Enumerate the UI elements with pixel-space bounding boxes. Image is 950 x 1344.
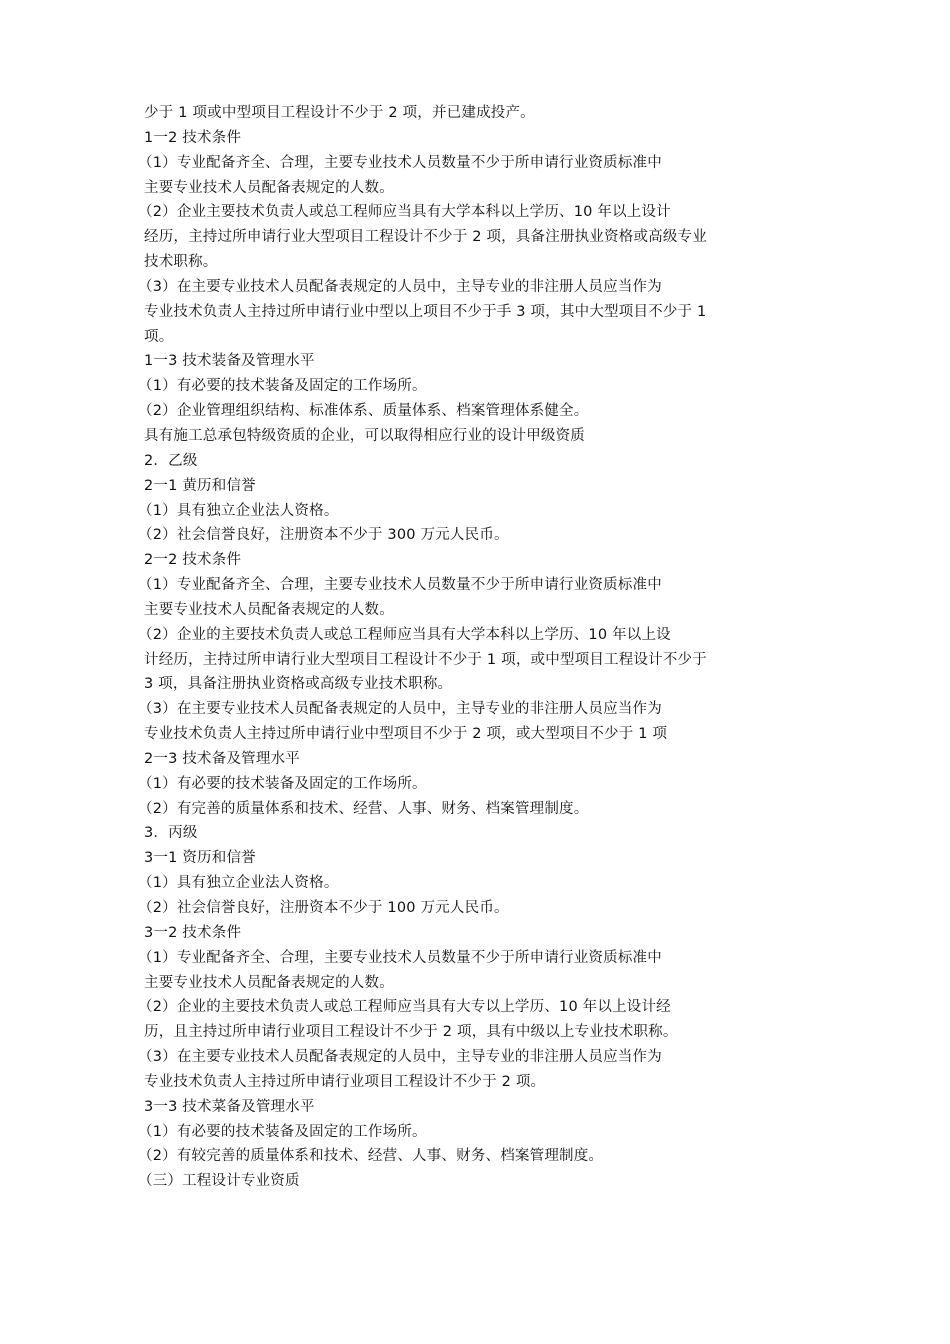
text-line: （3）在主要专业技术人员配备表规定的人员中，主导专业的非注册人员应当作为 xyxy=(138,701,662,718)
text-line: 主要专业技术人员配备表规定的人数。 xyxy=(144,179,394,196)
text-line: （2）社会信誉良好，注册资本不少于 100 万元人民币。 xyxy=(138,900,509,916)
section-heading: 3一2 技术条件 xyxy=(144,924,242,941)
text-line: 少于 1 项或中型项目工程设计不少于 2 项，并已建成投产。 xyxy=(144,105,535,121)
text-line: 专业技术负责人主持过所申请行业项目工程设计不少于 2 项。 xyxy=(144,1073,546,1090)
text-line: 主要专业技术人员配备表规定的人数。 xyxy=(144,974,394,991)
section-heading: 3一3 技术菜备及管理水平 xyxy=(144,1098,315,1115)
text-line: （1）具有独立企业法人资格。 xyxy=(138,875,339,892)
text-line: 专业技术负责人主持过所申请行业中型项目不少于 2 项，或大型项目不少于 1 项 xyxy=(144,726,668,743)
text-line: （1）有必要的技术装备及固定的工作场所。 xyxy=(138,775,427,792)
text-line: 技术职称。 xyxy=(144,254,218,271)
text-line: （2）社会信誉良好，注册资本不少于 300 万元人民币。 xyxy=(138,527,509,544)
section-heading: 2一1 黄历和信誉 xyxy=(144,477,256,494)
text-line: （1）有必要的技术装备及固定的工作场所。 xyxy=(138,1123,427,1140)
text-line: 项。 xyxy=(144,328,174,345)
section-heading: 3一1 资历和信誉 xyxy=(144,850,256,867)
text-line: 专业技术负责人主持过所申请行业中型以上项目不少于手 3 项，其中大型项目不少于 1 xyxy=(144,303,707,320)
text-line: 经历，主持过所申请行业大型项目工程设计不少于 2 项，具备注册执业资格或高级专业 xyxy=(144,229,707,246)
text-line: （2）企业管理组织结构、标准体系、质量体系、档案管理体系健全。 xyxy=(138,403,589,420)
text-line: 计经历，主持过所申请行业大型项目工程设计不少于 1 项，或中型项目工程设计不少于 xyxy=(144,651,707,668)
section-heading: 2一3 技术备及管理水平 xyxy=(144,750,300,767)
text-line: （2）企业的主要技术负责人或总工程师应当具有大专以上学历、10 年以上设计经 xyxy=(138,999,671,1016)
text-line: （2）有较完善的质量体系和技术、经营、人事、财务、档案管理制度。 xyxy=(138,1148,604,1165)
text-line: 历，且主持过所申请行业项目工程设计不少于 2 项，具有中级以上专业技术职称。 xyxy=(144,1024,678,1041)
section-heading: 1一2 技术条件 xyxy=(144,129,242,146)
text-line: （3）在主要专业技术人员配备表规定的人员中，主导专业的非注册人员应当作为 xyxy=(138,1049,662,1066)
text-line: （3）在主要专业技术人员配备表规定的人员中，主导专业的非注册人员应当作为 xyxy=(138,278,662,295)
text-line: （2）企业的主要技术负责人或总工程师应当具有大学本科以上学历、10 年以上设 xyxy=(138,626,671,643)
subsection-heading: （三）工程设计专业资质 xyxy=(138,1173,300,1190)
text-line: 具有施工总承包特级资质的企业，可以取得相应行业的设计甲级资质 xyxy=(144,427,585,444)
text-line: （1）专业配备齐全、合理，主要专业技术人员数量不少于所申请行业资质标准中 xyxy=(138,577,662,594)
text-line: （1）专业配备齐全、合理，主要专业技术人员数量不少于所申请行业资质标准中 xyxy=(138,949,662,966)
text-line: （1）专业配备齐全、合理，主要专业技术人员数量不少于所申请行业资质标准中 xyxy=(138,154,662,171)
grade-heading: 3．丙级 xyxy=(144,825,198,842)
text-line: （1）具有独立企业法人资格。 xyxy=(138,502,339,519)
text-line: （2）企业主要技术负责人或总工程师应当具有大学本科以上学历、10 年以上设计 xyxy=(138,204,671,221)
text-line: 3 项，具备注册执业资格或高级专业技术职称。 xyxy=(144,676,453,693)
section-heading: 1一3 技术装备及管理水平 xyxy=(144,353,315,370)
section-heading: 2一2 技术条件 xyxy=(144,552,242,569)
grade-heading: 2．乙级 xyxy=(144,452,198,469)
text-line: 主要专业技术人员配备表规定的人数。 xyxy=(144,601,394,618)
text-line: （2）有完善的质量体系和技术、经营、人事、财务、档案管理制度。 xyxy=(138,800,589,817)
text-line: （1）有必要的技术装备及固定的工作场所。 xyxy=(138,378,427,395)
document-body xyxy=(138,101,794,1194)
